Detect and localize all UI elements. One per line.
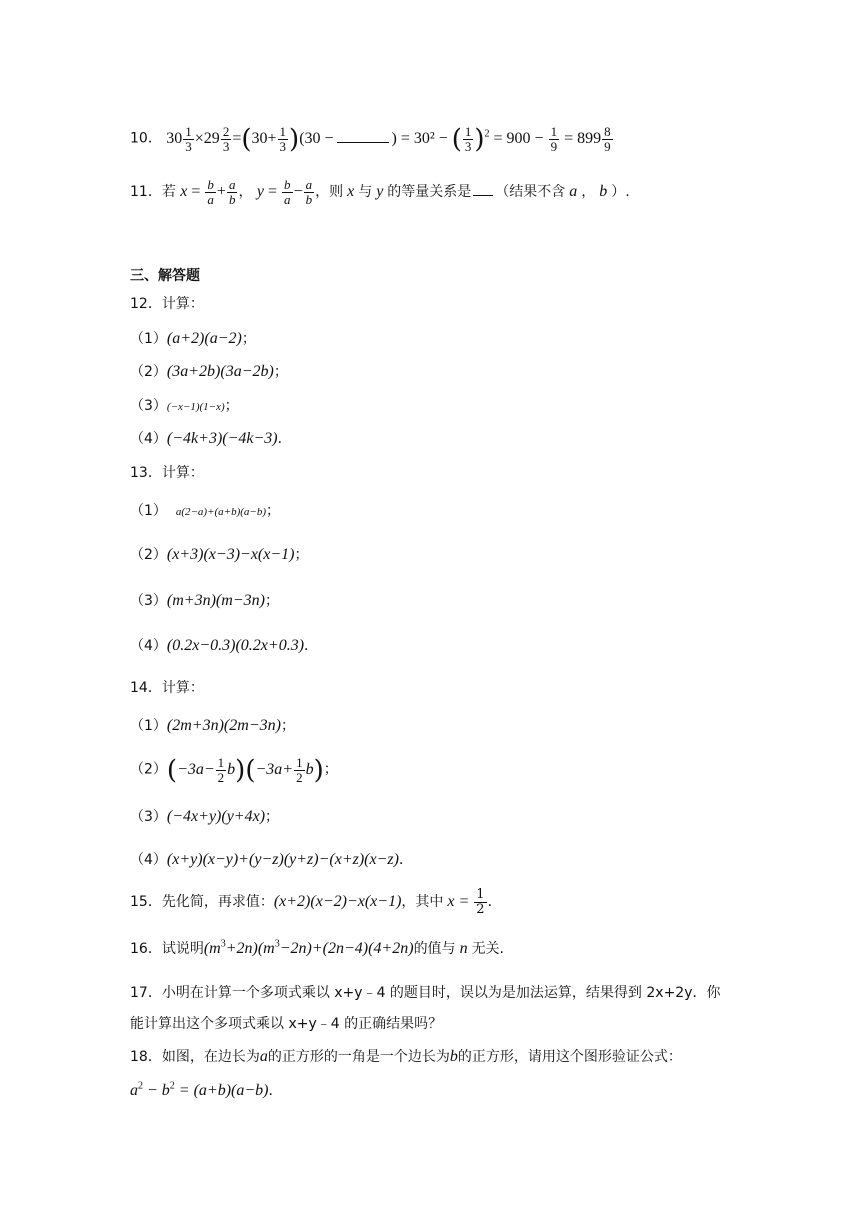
q12-item-2: （2）(3a+2b)(3a−2b)； — [130, 363, 288, 380]
question-17-line-1: 17．小明在计算一个多项式乘以 x+y﹣4 的题目时，误以为是加法运算，结果得到 2x+2y．你 — [130, 985, 721, 1001]
question-14-title: 14．计算： — [130, 680, 204, 696]
answer-blank[interactable] — [337, 128, 389, 143]
q14-item-1: （1）(2m+3n)(2m−3n)； — [130, 717, 295, 734]
question-18-formula: $a^2 - b^2 = (a+b)(a-b)$． — [130, 1080, 283, 1099]
q12-item-3: （3）(−x−1)(1−x)； — [130, 398, 239, 414]
q11-y-definition: y = $\frac{b}{a}$ − $\frac{a}{b}$ — [256, 177, 313, 207]
q13-item-4: （4）(0.2x−0.3)(0.2x+0.3)． — [130, 637, 319, 654]
section-heading: 三、解答题 — [130, 268, 200, 284]
question-15: 15．先化简，再求值：(x+2)(x−2)−x(x−1)，其中 x = $\frac{1}{2}$ ． — [130, 887, 502, 917]
question-10 — [130, 124, 614, 154]
question-18-line-1: 18．如图，在边长为a的正方形的一角是一个边长为b的正方形，请用这个图形验证公式： — [130, 1048, 682, 1065]
question-17-line-2: 能计算出这个多项式乘以 x+y﹣4 的正确结果吗？ — [130, 1016, 443, 1032]
q13-item-1: （1） a(2−a)+(a+b)(a−b)； — [130, 503, 280, 519]
question-13-title: 13．计算： — [130, 465, 204, 481]
q14-item-3: （3）(−4x+y)(y+4x)； — [130, 808, 280, 825]
q12-item-4: （4）(−4k+3)(−4k−3)． — [130, 430, 292, 447]
q12-item-1: （1）(a+2)(a−2)； — [130, 330, 256, 347]
answer-blank[interactable] — [473, 181, 493, 196]
q14-item-2: （2）(−3a− $\frac{1}{2}$ b)(−3a+ $\frac{1}{2}$ b)； — [130, 754, 338, 785]
question-16: 16．试说明$(m^3+2n)(m^3-2n)+(2n-4)(4+2n)$的值与 n 无关. — [130, 938, 505, 957]
q13-item-2: （2）(x+3)(x−3)−x(x−1)； — [130, 546, 309, 563]
q10-expression: 30 $\frac{1}{3}$ ×29 $\frac{2}{3}$ =(30+ $\frac{1}{3}$ )(30 − ) = 30² − ( $\frac{1}{3}$ )$^2$ = 900 − $\frac{1}{9}$ = 899 $\frac{8}{9}$ — [166, 123, 611, 154]
question-10-number: 10． — [130, 130, 162, 147]
q14-item-4: （4）(x+y)(x−y)+(y−z)(y+z)−(x+z)(x−z)． — [130, 851, 413, 868]
q11-x-definition: x = $\frac{b}{a}$ + $\frac{a}{b}$ — [180, 177, 236, 207]
question-12-title: 12．计算： — [130, 296, 204, 312]
question-11: 11．若 x = $\frac{b}{a}$ + $\frac{a}{b}$ ， y = $\frac{b}{a}$ − $\frac{a}{b}$ ，则 x 与 y 的等量关系是 （结果不含 a ， b ）. — [130, 177, 630, 207]
q13-item-3: （3）(m+3n)(m−3n)； — [130, 592, 279, 609]
